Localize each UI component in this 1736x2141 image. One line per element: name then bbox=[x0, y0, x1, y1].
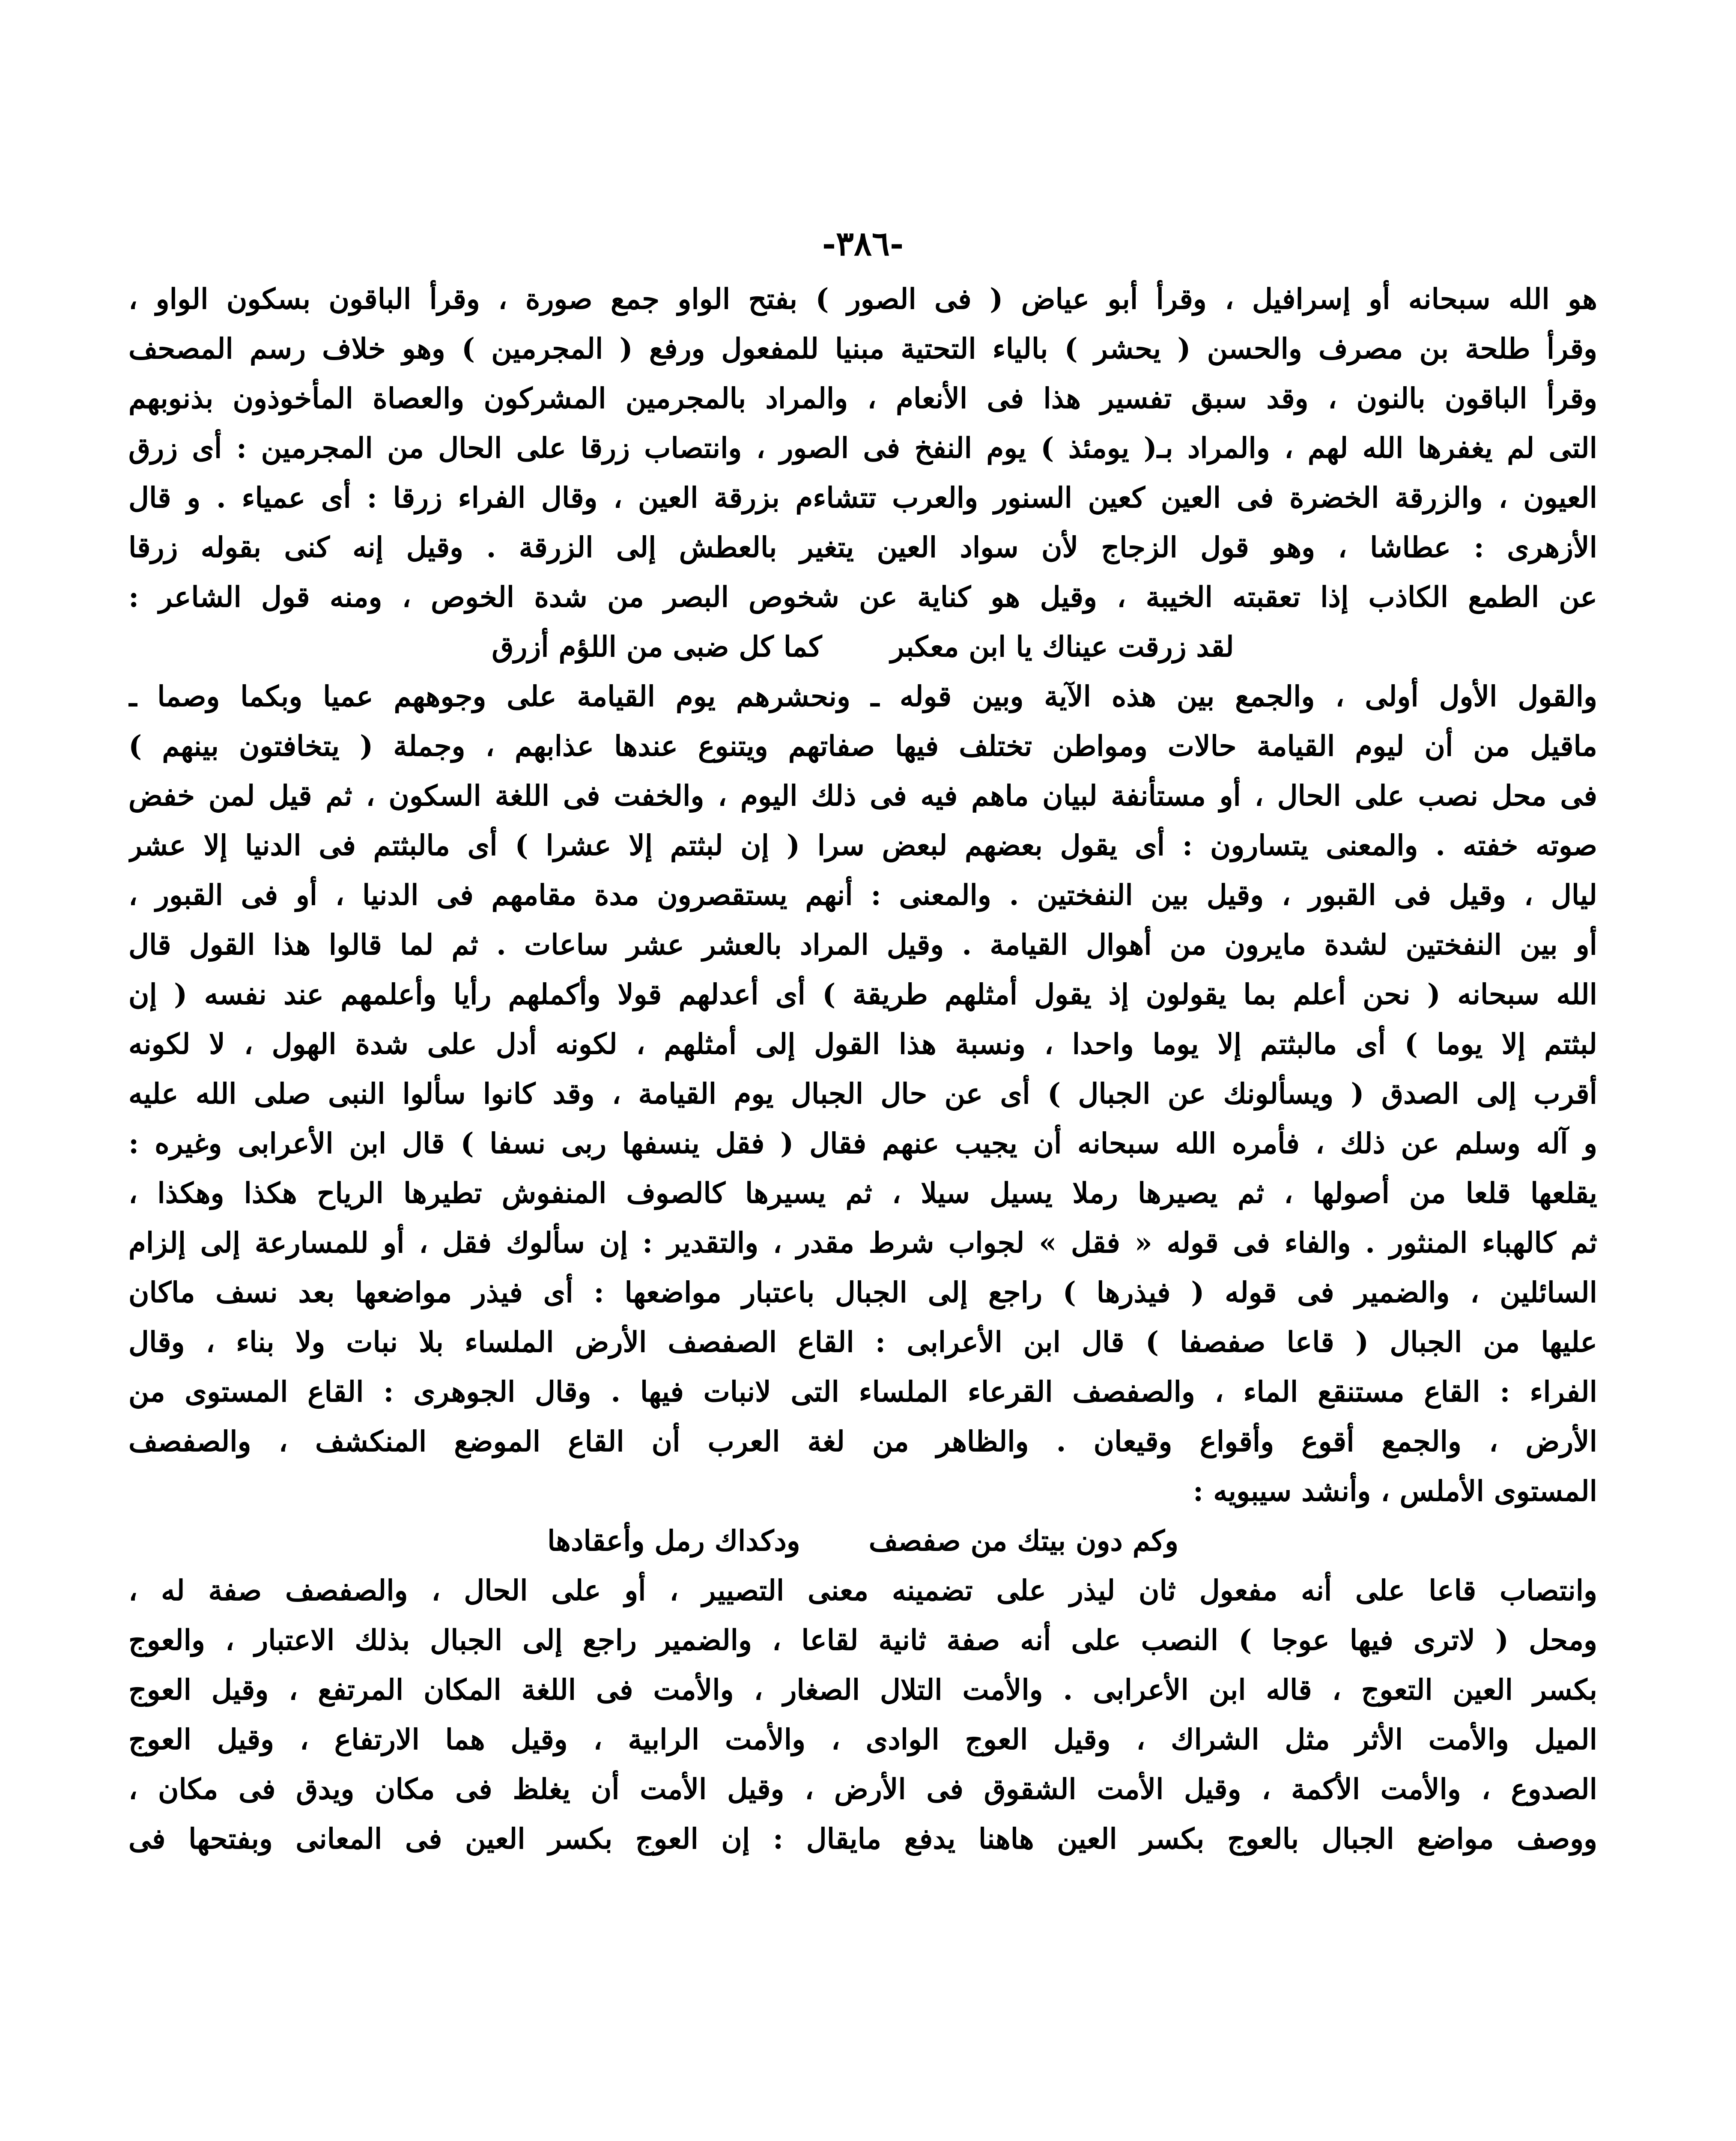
text-line: عن الطمع الكاذب إذا تعقبته الخيبة ، وقيل هو كناية عن شخوص البصر من شدة الخوص ، ومنه قول الشاعر : bbox=[128, 580, 1597, 614]
text-line: ليال ، وقيل فى القبور ، وقيل بين النفختين . والمعنى : أنهم يستقصرون مدة مقامهم فى الدنيا ، أو فى القبور ، bbox=[128, 878, 1597, 912]
text-line: الميل والأمت الأثر مثل الشراك ، وقيل العوج الوادى ، والأمت الرابية ، وقيل هما الارتفاع ، وقيل العوج bbox=[128, 1723, 1597, 1756]
poetry-verse-1 bbox=[128, 622, 1597, 671]
text-line: صوته خفته . والمعنى يتسارون : أى يقول بعضهم لبعض سرا ( إن لبثتم إلا عشرا ) أى مالبثتم فى الدنيا إلا عشر bbox=[128, 829, 1597, 862]
verse-second-hemistich: كما كل ضبى من اللؤم أزرق bbox=[492, 630, 822, 663]
paragraph-block-1 bbox=[128, 274, 1597, 622]
text-line: بكسر العين التعوج ، قاله ابن الأعرابى . والأمت التلال الصغار ، والأمت فى اللغة المكان المرتفع ، وقيل العوج bbox=[128, 1673, 1597, 1706]
text-line: أو بين النفختين لشدة مايرون من أهوال القيامة . وقيل المراد بالعشر عشر ساعات . ثم لما قالوا هذا القول قال bbox=[128, 928, 1597, 961]
text-line: السائلين ، والضمير فى قوله ( فيذرها ) راجع إلى الجبال باعتبار مواضعها : أى فيذر مواضعها بعد نسف ماكان bbox=[128, 1276, 1597, 1309]
text-line: ووصف مواضع الجبال بالعوج بكسر العين هاهنا يدفع مايقال : إن العوج بكسر العين فى المعانى وبفتحها فى bbox=[128, 1822, 1597, 1855]
text-line-last: المستوى الأملس ، وأنشد سيبويه : bbox=[1193, 1474, 1597, 1508]
text-line: لبثتم إلا يوما ) أى مالبثتم إلا يوما واحدا ، ونسبة هذا القول إلى أمثلهم ، لكونه أدل على شدة الهول ، لا لكونه bbox=[128, 1027, 1597, 1061]
text-line: الفراء : القاع مستنقع الماء ، والصفصف القرعاء الملساء التى لانبات فيها . وقال الجوهرى : القاع المستوى من bbox=[128, 1375, 1597, 1408]
text-line: عليها من الجبال ( قاعا صفصفا ) قال ابن الأعرابى : القاع الصفصف الأرض الملساء بلا نبات ولا بناء ، وقال bbox=[128, 1325, 1597, 1359]
text-line: ماقيل من أن ليوم القيامة حالات ومواطن تختلف فيها صفاتهم ويتنوع عندها عذابهم ، وجملة ( يتخافتون بينهم ) bbox=[128, 729, 1597, 763]
text-line: الله سبحانه ( نحن أعلم بما يقولون إذ يقول أمثلهم طريقة ) أى أعدلهم قولا وأكملهم رأيا وأعلمهم عند نفسه ( إن bbox=[128, 978, 1597, 1011]
text-line: وقرأ الباقون بالنون ، وقد سبق تفسير هذا فى الأنعام ، والمراد بالمجرمين المشركون والعصاة المأخوذون بذنوبهم bbox=[128, 382, 1597, 415]
page-number: -٣٨٦- bbox=[822, 224, 904, 263]
paragraph-block-3 bbox=[128, 1565, 1597, 1864]
verse-first-hemistich: لقد زرقت عيناك يا ابن معكبر bbox=[890, 630, 1234, 663]
text-line: ثم كالهباء المنثور . والفاء فى قوله « فقل » لجواب شرط مقدر ، والتقدير : إن سألوك فقل ، أو للمسارعة إلى إلزام bbox=[128, 1226, 1597, 1259]
text-line: هو الله سبحانه أو إسرافيل ، وقرأ أبو عياض ( فى الصور ) بفتح الواو جمع صورة ، وقرأ الباقون بسكون الواو ، bbox=[128, 282, 1597, 316]
text-line: فى محل نصب على الحال ، أو مستأنفة لبيان ماهم فيه فى ذلك اليوم ، والخفت فى اللغة السكون ، ثم قيل لمن خفض bbox=[128, 779, 1597, 812]
text-line: الأرض ، والجمع أقوع وأقواع وقيعان . والظاهر من لغة العرب أن القاع الموضع المنكشف ، والصفصف bbox=[128, 1425, 1597, 1458]
text-line: التى لم يغفرها الله لهم ، والمراد بـ( يومئذ ) يوم النفخ فى الصور ، وانتصاب زرقا على الحال من المجرمين : أى زرق bbox=[128, 431, 1597, 465]
text-line: ومحل ( لاترى فيها عوجا ) النصب على أنه صفة ثانية لقاعا ، والضمير راجع إلى الجبال بذلك الاعتبار ، والعوج bbox=[128, 1623, 1597, 1657]
poetry-verse-2 bbox=[128, 1516, 1597, 1565]
text-line: وانتصاب قاعا على أنه مفعول ثان ليذر على تضمينه معنى التصيير ، أو على الحال ، والصفصف صفة له ، bbox=[128, 1574, 1597, 1607]
book-page bbox=[128, 223, 1597, 2141]
text-line: يقلعها قلعا من أصولها ، ثم يصيرها رملا يسيل سيلا ، ثم يسيرها كالصوف المنفوش تطيرها الرياح هكذا وهكذا ، bbox=[128, 1176, 1597, 1210]
text-line: الصدوع ، والأمت الأكمة ، وقيل الأمت الشقوق فى الأرض ، وقيل الأمت أن يغلظ فى مكان ويدق فى مكان ، bbox=[128, 1772, 1597, 1806]
verse-first-hemistich: وكم دون بيتك من صفصف bbox=[868, 1524, 1178, 1557]
paragraph-block-2 bbox=[128, 671, 1597, 1516]
text-line: أقرب إلى الصدق ( ويسألونك عن الجبال ) أى عن حال الجبال يوم القيامة ، وقد كانوا سألوا النبى صلى الله عليه bbox=[128, 1077, 1597, 1110]
verse-second-hemistich: ودكداك رمل وأعقادها bbox=[547, 1524, 800, 1557]
text-line: و آله وسلم عن ذلك ، فأمره الله سبحانه أن يجيب عنهم فقال ( فقل ينسفها ربى نسفا ) قال ابن الأعرابى وغيره : bbox=[128, 1127, 1597, 1160]
text-line: الأزهرى : عطاشا ، وهو قول الزجاج لأن سواد العين يتغير بالعطش إلى الزرقة . وقيل إنه كنى بقوله زرقا bbox=[128, 531, 1597, 564]
text-line: وقرأ طلحة بن مصرف والحسن ( يحشر ) بالياء التحتية مبنيا للمفعول ورفع ( المجرمين ) وهو خلاف رسم المصحف bbox=[128, 332, 1597, 365]
text-line: العيون ، والزرقة الخضرة فى العين كعين السنور والعرب تتشاءم بزرقة العين ، وقال الفراء زرقا : أى عمياء . و قال bbox=[128, 481, 1597, 514]
text-line: والقول الأول أولى ، والجمع بين هذه الآية وبين قوله ـ ونحشرهم يوم القيامة على وجوههم عميا وبكما وصما ـ bbox=[128, 680, 1597, 713]
